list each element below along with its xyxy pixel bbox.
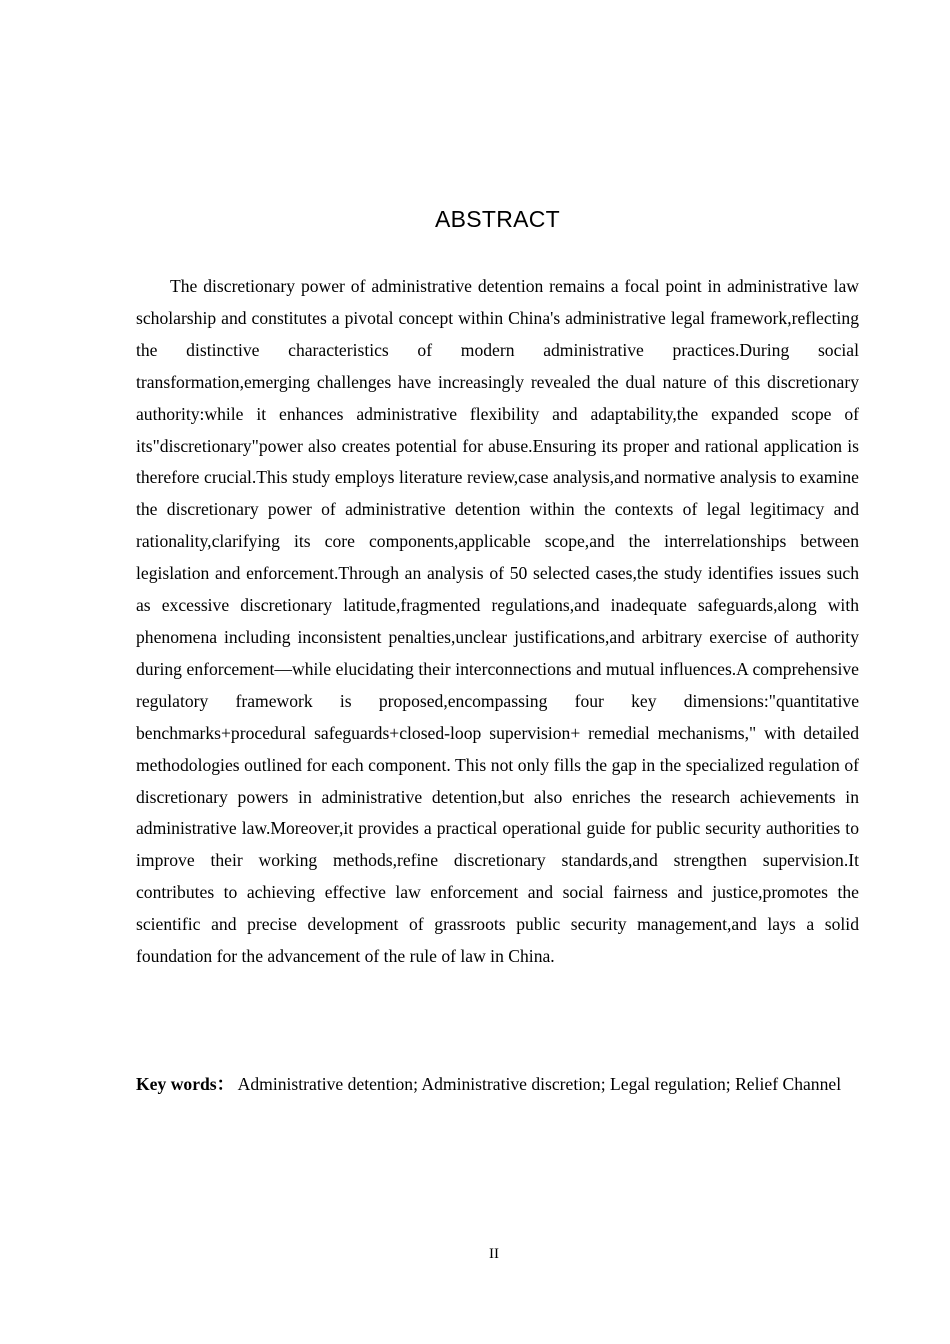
keywords-text: Administrative detention; Administrative discretion; Legal regulation; Relief Channel: [237, 1074, 842, 1094]
keywords-label: Key words：: [136, 1074, 235, 1094]
abstract-title: ABSTRACT: [434, 206, 561, 232]
page-number: II: [489, 1246, 499, 1262]
keywords-paragraph: [136, 1069, 859, 1101]
abstract-body: The discretionary power of administrative detention remains a focal point in administrative law scholarship and constitutes a pivotal concept within China's administrative legal framework,reflecting the distinctive characteristics of modern administrative practices.During social transformation,emerging challenges have increasingly revealed the dual nature of this discretionary authority:while it enhances administrative flexibility and adaptability,the expanded scope of its"discretionary"power also creates potential for abuse.Ensuring its proper and rational application is therefore crucial.This study employs literature review,case analysis,and normative analysis to examine the discretionary power of administrative detention within the contexts of legal legitimacy and rationality,clarifying its core components,applicable scope,and the interrelationships between legislation and enforcement.Through an analysis of 50 selected cases,the study identifies issues such as excessive discretionary latitude,fragmented regulations,and inadequate safeguards,along with phenomena including inconsistent penalties,unclear justifications,and arbitrary exercise of authority during enforcement—while elucidating their interconnections and mutual influences.A comprehensive regulatory framework is proposed,encompassing four key dimensions:"quantitative benchmarks+procedural safeguards+closed-loop supervision+ remedial mechanisms," with detailed methodologies outlined for each component. This not only fills the gap in the specialized regulation of discretionary powers in administrative detention,but also enriches the research achievements in administrative law.Moreover,it provides a practical operational guide for public security authorities to improve their working methods,refine discretionary standards,and strengthen supervision.It contributes to achieving effective law enforcement and social fairness and justice,promotes the scientific and precise development of grassroots public security management,and lays a solid foundation for the advancement of the rule of law in China.: [136, 276, 859, 967]
